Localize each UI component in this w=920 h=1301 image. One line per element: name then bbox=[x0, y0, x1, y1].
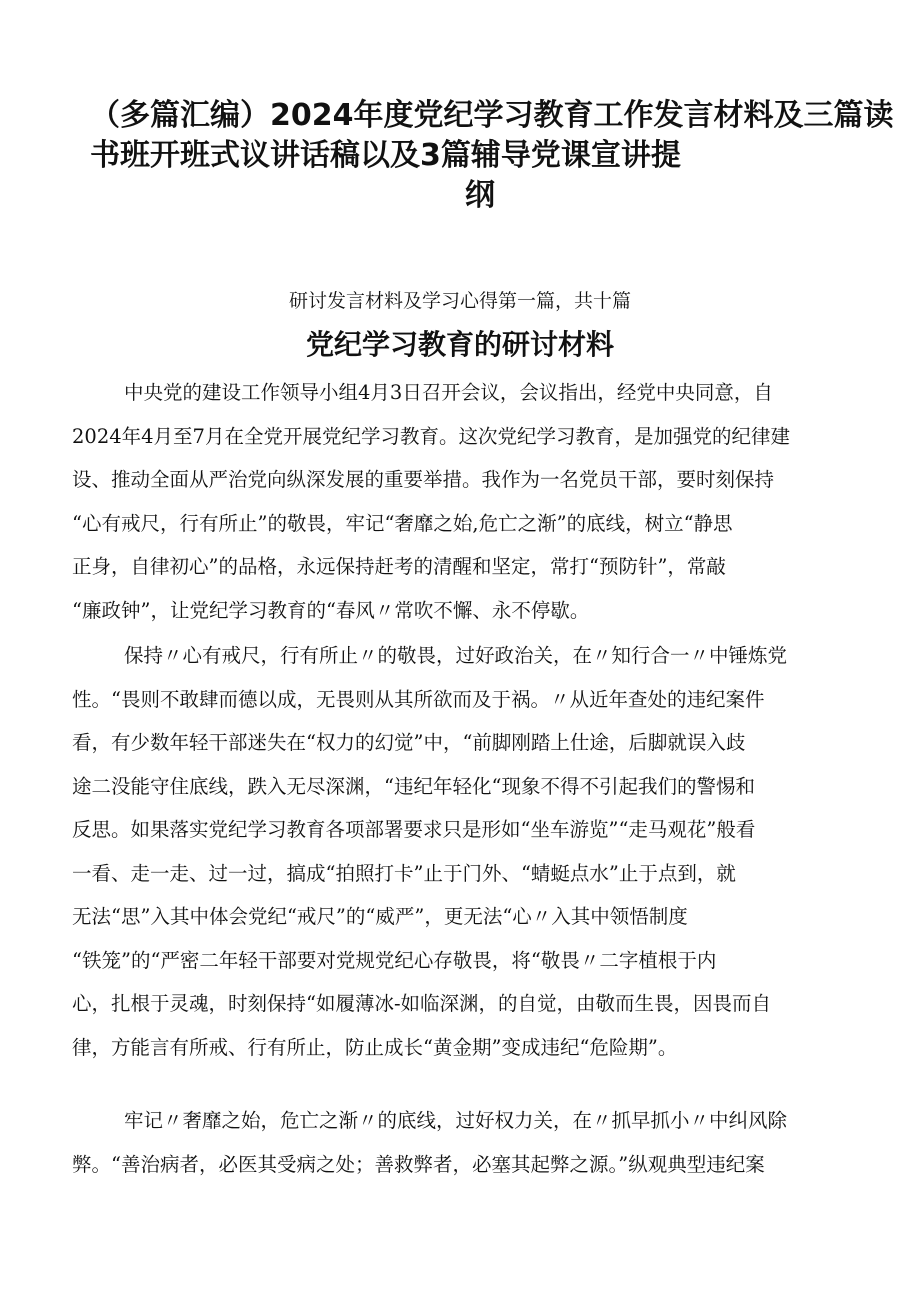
title-line-3: 纲 bbox=[465, 178, 495, 213]
paragraph-line: 牢记〃奢靡之始，危亡之渐〃的底线，过好权力关，在〃抓早抓小〃中纠风除 bbox=[124, 1109, 788, 1132]
paragraph-line: 保持〃心有戒尺，行有所止〃的敬畏，过好政治关，在〃知行合一〃中锤炼党 bbox=[124, 644, 788, 667]
paragraph-line: 正身，自律初心”的品格，永远保持赶考的清醒和坚定，常打“预防针”，常敲 bbox=[72, 555, 726, 578]
section-subheading: 研讨发言材料及学习心得第一篇，共十篇 bbox=[288, 290, 631, 312]
paragraph-2 bbox=[72, 634, 862, 1069]
paragraph-line: 2024年4月至7月在全党开展党纪学习教育。这次党纪学习教育，是加强党的纪律建 bbox=[72, 424, 790, 448]
title-line-2: 书班开班式议讲话稿以及3篇辅导党课宣讲提 bbox=[90, 138, 681, 173]
paragraph-line: “廉政钟”，让党纪学习教育的“春风〃常吹不懈、永不停歇。 bbox=[72, 598, 590, 622]
paragraph-1 bbox=[72, 371, 862, 632]
paragraph-line: 中央党的建设工作领导小组4月3日召开会议，会议指出，经党中央同意，自 bbox=[124, 381, 773, 404]
paragraph-line: 弊。“善治病者，必医其受病之处；善救弊者，必塞其起弊之源。”纵观典型违纪案 bbox=[72, 1152, 765, 1176]
paragraph-line: 途二没能守住底线，跌入无尽深渊，“违纪年轻化“现象不得不引起我们的警惕和 bbox=[72, 774, 755, 798]
paragraph-line: “铁笼”的“严密二年轻干部要对党规党纪心存敬畏，将“敬畏〃二字植根于内 bbox=[72, 948, 717, 972]
paragraph-line: 设、推动全面从严治党向纵深发展的重要举措。我作为一名党员干部，要时刻保持 bbox=[72, 468, 775, 491]
paragraph-line: 一看、走一走、过一过，搞成“拍照打卡”止于门外、“蜻蜓点水”止于点到，就 bbox=[72, 861, 736, 885]
document-title bbox=[90, 96, 894, 216]
paragraph-3 bbox=[72, 1099, 862, 1186]
paragraph-line: 性。“畏则不敢肆而德以成，无畏则从其所欲而及于祸。〃从近年查处的违纪案件 bbox=[72, 687, 765, 711]
paragraph-line: 律，方能言有所戒、行有所止，防止成长“黄金期”变成违纪“危险期”。 bbox=[72, 1035, 678, 1059]
section-heading: 党纪学习教育的研讨材料 bbox=[305, 328, 614, 361]
paragraph-line: “心有戒尺，行有所止”的敬畏，牢记“奢靡之始,危亡之渐”的底线，树立“静思 bbox=[72, 511, 733, 535]
title-line-1: （多篇汇编）2024年度党纪学习教育工作发言材料及三篇读 bbox=[90, 98, 894, 133]
paragraph-line: 反思。如果落实党纪学习教育各项部署要求只是形如“坐车游览”“走马观花”般看 bbox=[72, 818, 756, 841]
paragraph-line: 看，有少数年轻干部迷失在“权力的幻觉”中，“前脚刚踏上仕途，后脚就误入歧 bbox=[72, 731, 746, 754]
paragraph-line: 无法“思”入其中体会党纪“戒尺”的“威严”，更无法“心〃入其中领悟制度 bbox=[72, 905, 688, 928]
paragraph-line: 心，扎根于灵魂，时刻保持“如履薄冰-如临深渊，的自觉，由敬而生畏，因畏而自 bbox=[72, 992, 772, 1015]
